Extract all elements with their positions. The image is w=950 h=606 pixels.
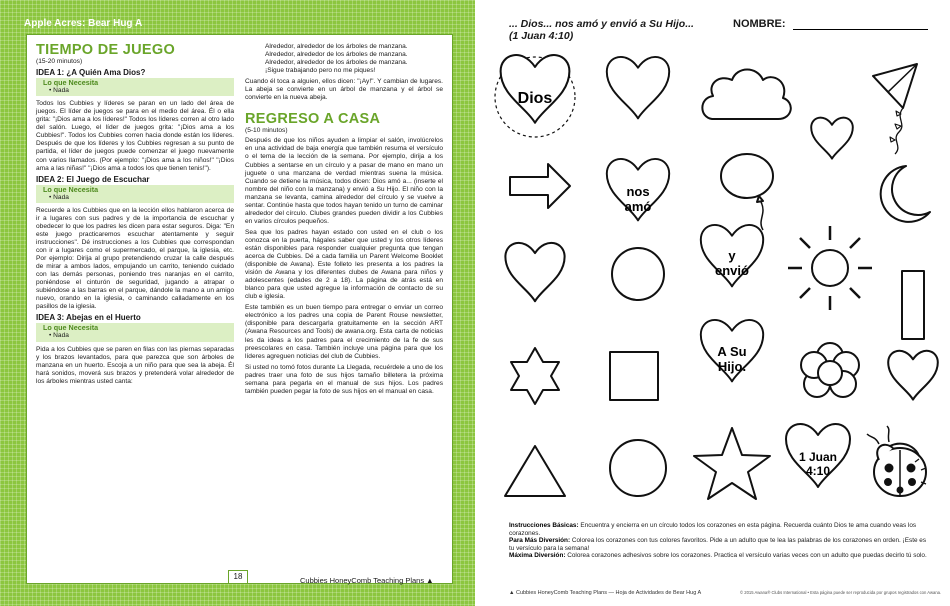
lesson-column-2 [245, 43, 443, 399]
cloud-shape[interactable] [702, 70, 790, 120]
heart-word-hijo: Hijo. [717, 359, 747, 374]
instruction-label: Para Más Diversión: [509, 537, 571, 545]
page-header: Apple Acres: Bear Hug A [24, 18, 143, 29]
section-title-play-time: TIEMPO DE JUEGO [36, 42, 176, 58]
lesson-column-1 [36, 43, 234, 389]
heart-word-y: y [728, 248, 736, 263]
song-line: Alrededor, alrededor de los árboles de manzana. [265, 51, 408, 59]
idea-3-text: Pida a los Cubbies que se paren en filas con las piernas separadas y los brazos levantados, para que parezca que son árboles de manzana en un huerto. Escoja a un niño para que sea la abeja. Él hará sonidos, moverá sus brazos y pretenderá volar alrededor de los árboles mientras usted canta: [36, 345, 234, 385]
instruction-label: Instrucciones Básicas: [509, 522, 579, 529]
arrow-shape[interactable] [510, 164, 570, 208]
instructions [509, 522, 929, 560]
heart-shape[interactable] [505, 243, 564, 301]
needs-item: • Nada [49, 332, 69, 340]
instruction-basic [509, 522, 929, 537]
needs-box [36, 323, 234, 341]
square-shape[interactable] [610, 352, 658, 400]
needs-item: • Nada [49, 193, 69, 201]
needs-box [36, 185, 234, 203]
kite-shape[interactable] [873, 64, 917, 154]
idea-1-title: IDEA 1: ¿A Quién Ama Dios? [36, 68, 146, 78]
instruction-text: Colorea corazones adhesivos sobre los corazones. Practica el versículo varias veces con un adulto que puedas decirlo tú solo. [565, 552, 927, 560]
instruction-label: Máxima Diversión: [509, 552, 566, 560]
needs-label: Lo que Necesita [43, 184, 99, 194]
heart-word-envio: envió [715, 263, 749, 278]
circle-shape[interactable] [610, 440, 666, 496]
going-home-paragraph: Sea que los padres hayan estado con usted en el club o los conozca en la puerta, hágales saber que usted y los otros líderes están disponibles para responder cualquier pregunta que tengan acerca de Cubbies. Dé a cada familia un Parent Welcome Booklet (disponible de Awana). Este folleto les presenta a los padres la visión de Awana y los diferentes clubes de Awana para niños y adolescentes (edades de 2 a 18). La página de atrás está en blanco para que usted agregue la información de contacto de su club e iglesia. [245, 228, 443, 301]
song-line: ¡Sigue trabajando pero no me piques! [265, 67, 376, 75]
heart-word-amo: amó [624, 199, 652, 214]
heart-word-nos: nos [626, 184, 650, 199]
moon-shape[interactable] [881, 166, 930, 222]
needs-item-text: Nada [53, 332, 69, 340]
heart-dios[interactable] [501, 55, 570, 123]
heart-word-juan: 1 Juan [798, 450, 838, 464]
section-duration: (5-10 minutos) [245, 127, 288, 135]
left-footer: Cubbies HoneyComb Teaching Plans ▲ [300, 576, 434, 585]
going-home-paragraph: Este también es un buen tiempo para entregar o enviar un correo electrónico a los padres una copia de Parent Rouse newsletter, (disponible para descargarla gratuitamente en la sección ART (Awana Resources and Tools) de awana.org. Esta carta de noticias les da ideas a los padres para el crecimiento de la fe de sus preescolares en casa. También incluye una página para que los líderes agreguen noticias del club de Cubbies. [245, 304, 443, 360]
heart-shape[interactable] [811, 118, 853, 159]
heart-word-a-su: A Su [717, 344, 747, 359]
page-number: 18 [228, 570, 248, 584]
triangle-shape[interactable] [505, 446, 565, 496]
sun-shape[interactable] [788, 226, 872, 310]
verse-text: ... Dios... nos amó y envió a Su Hijo... [509, 18, 694, 30]
flower-shape[interactable] [801, 343, 859, 397]
needs-label: Lo que Necesita [43, 78, 99, 88]
idea-3-title: IDEA 3: Abejas en el Huerto [36, 313, 141, 323]
circle-shape[interactable] [612, 248, 664, 300]
lesson-panel [26, 34, 453, 584]
song-line: Alrededor, alrededor de los árboles de manzana. [265, 43, 408, 50]
idea-1-text: Todos los Cubbies y líderes se paran en un lado del área de juegos. El líder de juegos se para en el medio del área. Él o ella grita: "¡Dios ama a los líderes!" Todos los líderes corren al otro lado del salón. Luego, el líder de juegos grita: "¡Dios ama a los Cubbies!". Todos los Cubbies corren hacia donde están los líderes. Después de que los líderes y los Cubbies regresan a su punto de partida, el líder de juegos puede comenzar el juego nuevamente con varios llamados. (Por ejemplo: "¡Dios ama a los niños!" "¡Dios ama a las niñas!" "¡Dios ama a todos los que tienen tenis!"). [36, 100, 234, 172]
heart-word-dios: Dios [517, 90, 553, 107]
needs-item-text: Nada [53, 193, 69, 201]
song-lyrics [245, 43, 443, 75]
instruction-text: Colorea los corazones con tus colores favoritos. Pide a un adulto que te lea las palabras de los corazones en orden. ¡Este es tu versículo para la semana! [509, 537, 927, 552]
idea-2-text: Recuerde a los Cubbies que en la lección ellos hablaron acerca de ir a lugares con sus padres y de la importancia de escuchar y obedecer lo que los padres les dicen para estar seguros. Diga: "En este juego practicaremos escuchar atentamente y seguir instrucciones". Dé instrucciones a los Cubbies que correspondan con ir a lugares como el supermercado, el parque, la iglesia, etc. Por ejemplo: Dirija al grupo pretendiendo cruzar la calle después de mirar a ambos lados, empujando un carrito, teniendo cuidado con las demás personas, poniendo tres naranjas en el carrito, poniéndose el cinturón de seguridad, jugando a atrapar o subiéndose a las barras en el parque, dándole la mano a un amigo nuevo, orando en la iglesia, o caminando calladamente en los pasillos de la iglesia. [36, 206, 234, 311]
instruction-text: Encuentra y encierra en un círculo todos los corazones en esta página. Recuerda cuánto Dios te ama cuando veas los corazones. [509, 522, 917, 537]
going-home-paragraph: Después de que los niños ayuden a limpiar el salón, involúcrelos en una actividad de baja energía que también resuma el versículo o el tema de la lección de la semana. Por ejemplo, dirija a los Cubbies a sentarse en un círculo y a pasar de mano en mano un juguete o una manzana de verdad mientras suena la música. Cuando se detiene la música, todos dicen: Dios amó a... (inserte el nombre del niño con la manzana) y envió a Su Hijo. El niño con la manzana se levanta, camina alrededor del círculo y se vuelve a sentar. Continúe hasta que todos hayan tenido un turno de caminar alrededor del círculo. Clubes grandes pueden dividir a los Cubbies en varios círculos pequeños. [245, 137, 443, 225]
after-song-text: Cuando él toca a alguien, ellos dicen: "¡Ay!". Y cambian de lugares. La abeja se convierte en un árbol de manzana y el árbol se convierte en la nueva abeja. [245, 78, 443, 102]
idea-2-title: IDEA 2: El Juego de Escuchar [36, 174, 150, 184]
needs-box [36, 78, 234, 96]
copyright-notice: © 2015 Awana® Clubs International • Esta página puede ser reproducida por grupos registrados con Awana. [740, 590, 942, 595]
balloon-shape[interactable] [721, 154, 773, 230]
heart-shape[interactable] [888, 351, 938, 400]
ladybug-shape[interactable] [867, 426, 926, 496]
needs-item-text: Nada [53, 87, 69, 95]
needs-label: Lo que Necesita [43, 323, 99, 333]
going-home-paragraph: Si usted no tomó fotos durante La Llegada, recuérdele a uno de los padres traer una foto de sus hijos tamaño billetera la próxima semana para pegarla en el manual de sus hijos. Los padres también pueden pegar la foto de sus hijos en el manual en casa. [245, 363, 443, 395]
heart-word-reference: 4:10 [805, 464, 831, 478]
song-line: Alrededor, alrededor de los árboles de manzana. [265, 59, 408, 67]
section-duration: (15-20 minutos) [36, 58, 83, 65]
section-title-going-home: REGRESO A CASA [245, 111, 381, 128]
needs-item: • Nada [49, 87, 69, 95]
verse-reference: (1 Juan 4:10) [509, 30, 574, 42]
star-of-david-shape[interactable] [511, 348, 559, 404]
heart-shape[interactable] [607, 57, 669, 118]
activity-shapes [475, 0, 950, 606]
right-footer: ▲ Cubbies HoneyComb Teaching Plans — Hoja de Actividades de Bear Hug A [509, 590, 702, 596]
name-label: NOMBRE: [733, 18, 786, 30]
right-page [475, 0, 950, 606]
star-shape[interactable] [694, 428, 770, 499]
instruction-max-fun [509, 552, 929, 560]
rectangle-shape[interactable] [902, 271, 924, 339]
instruction-more-fun [509, 537, 929, 552]
